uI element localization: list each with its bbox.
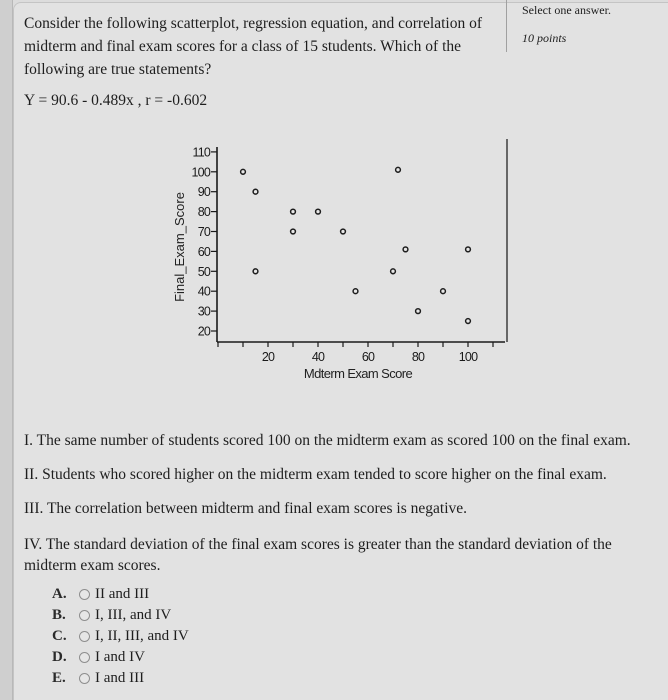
question-line-2: midterm and final exam scores for a class of 15 students. Which of the (24, 38, 462, 55)
statement-iii: III. The correlation between midterm and final exam scores is negative. (24, 500, 468, 517)
option-label: I, III, and IV (95, 606, 172, 623)
svg-text:70: 70 (197, 225, 210, 239)
points-label: 10 points (522, 31, 567, 45)
option-letter: B. (52, 606, 66, 623)
svg-text:40: 40 (197, 284, 210, 299)
option-letter: C. (52, 627, 67, 644)
question-prompt (24, 12, 499, 81)
radio-icon[interactable] (79, 589, 90, 600)
instruction-label: Select one answer. (522, 3, 611, 17)
svg-text:50: 50 (197, 264, 210, 279)
option-d[interactable] (52, 647, 252, 667)
side-panel (506, 0, 668, 52)
statement-iv: IV. The standard deviation of the final exam scores is greater than the standard deviation of the midterm exam scores. (24, 536, 612, 574)
radio-icon[interactable] (79, 631, 90, 642)
statement-ii: II. Students who scored higher on the midterm exam tended to score higher on the final exam. (24, 466, 607, 483)
radio-icon[interactable] (79, 673, 90, 684)
statement-i: I. The same number of students scored 100 on the midterm exam as scored 100 on the final exam. (24, 432, 631, 449)
svg-text:110: 110 (192, 145, 210, 160)
option-a[interactable] (52, 584, 252, 604)
chart-points (241, 167, 471, 323)
svg-text:20: 20 (261, 350, 275, 364)
option-label: II and III (95, 585, 150, 602)
svg-text:100: 100 (458, 350, 478, 364)
svg-text:80: 80 (411, 350, 425, 364)
svg-text:90: 90 (197, 185, 210, 200)
option-e[interactable] (52, 668, 252, 688)
chart-axes (192, 139, 507, 364)
regression-equation: Y = 90.6 - 0.489x , r = -0.602 (24, 92, 208, 109)
y-axis-label: Final_Exam_Score (172, 192, 187, 302)
option-b[interactable] (52, 605, 252, 625)
option-label: I and IV (95, 648, 145, 665)
svg-text:100: 100 (191, 165, 210, 180)
svg-text:40: 40 (311, 350, 325, 364)
svg-text:20: 20 (197, 324, 210, 339)
x-axis-label: Mdterm Exam Score (303, 366, 413, 381)
option-letter: A. (52, 585, 67, 602)
radio-icon[interactable] (79, 652, 90, 663)
option-label: I, II, III, and IV (95, 627, 189, 644)
option-label: I and III (95, 669, 145, 686)
svg-text:60: 60 (197, 244, 210, 259)
option-c[interactable] (52, 626, 252, 646)
option-letter: D. (52, 648, 67, 665)
question-line-1: Consider the following scatterplot, regression equation, and correlation of (24, 15, 482, 32)
page-edge (0, 0, 13, 700)
question-line-3: following are true statements? (24, 61, 212, 78)
svg-text:30: 30 (197, 304, 210, 319)
option-letter: E. (52, 669, 66, 686)
svg-text:80: 80 (197, 205, 210, 220)
scatterplot (160, 135, 520, 385)
svg-text:60: 60 (361, 350, 375, 364)
radio-icon[interactable] (79, 610, 90, 621)
